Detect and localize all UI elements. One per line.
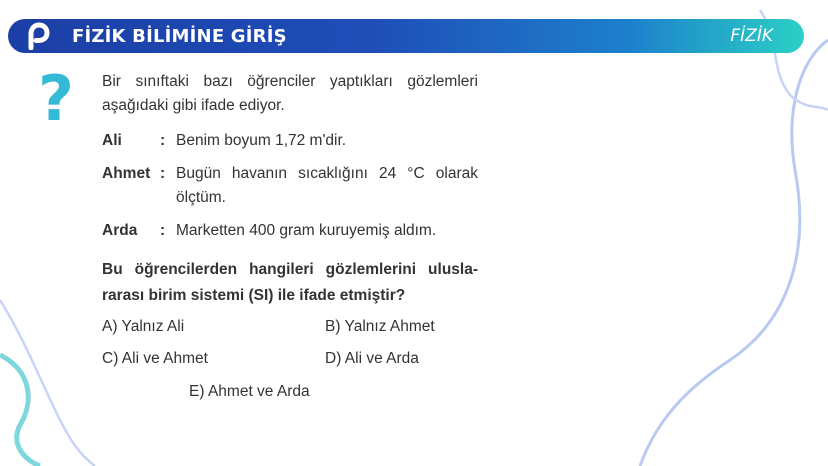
intro-line-1: Bir sınıftaki bazı öğrenciler yaptıkları gözlemleri	[102, 73, 478, 90]
statement-text: Marketten 400 gram kuruyemiş aldım.	[176, 222, 437, 239]
question-intro	[102, 70, 478, 118]
subject-label: FİZİK	[730, 26, 773, 46]
statement-ali	[102, 129, 478, 153]
prompt-line-1: Bu öğrencilerden hangileri gözlemlerini ulusla-	[102, 261, 478, 278]
statement-colon: :	[160, 165, 166, 182]
question-prompt	[102, 257, 478, 309]
statement-text: Benim boyum 1,72 m'dir.	[176, 132, 347, 149]
decor-curve-left	[0, 355, 40, 466]
statement-name: Arda	[102, 222, 138, 239]
statement-text-line-2: ölçtüm.	[176, 189, 226, 206]
brand-logo-icon	[22, 22, 50, 50]
header-bar	[8, 19, 804, 53]
statement-name: Ali	[102, 132, 122, 149]
option-b[interactable]: B) Yalnız Ahmet	[325, 318, 435, 335]
statement-ahmet	[102, 162, 478, 210]
option-e[interactable]: E) Ahmet ve Arda	[189, 383, 310, 400]
statement-text-line-1: Bugün havanın sıcaklığını 24 °C olarak	[176, 165, 478, 182]
statement-name: Ahmet	[102, 165, 151, 182]
statement-colon: :	[160, 132, 166, 149]
option-c[interactable]: C) Ali ve Ahmet	[102, 350, 208, 367]
statement-text	[176, 162, 478, 210]
page-title: FİZİK BİLİMİNE GİRİŞ	[72, 26, 287, 47]
question-mark-icon: ?	[38, 62, 74, 135]
statement-colon: :	[160, 222, 166, 239]
brand-logo	[21, 21, 51, 51]
option-a[interactable]: A) Yalnız Ali	[102, 318, 185, 335]
decor-curve-right	[640, 40, 828, 466]
decor-curve-left-2	[0, 300, 95, 466]
intro-line-2: aşağıdaki gibi ifade ediyor.	[102, 97, 285, 114]
statement-arda	[102, 219, 478, 243]
prompt-line-2: rarası birim sistemi (SI) ile ifade etmiştir?	[102, 287, 406, 304]
option-d[interactable]: D) Ali ve Arda	[325, 350, 419, 367]
